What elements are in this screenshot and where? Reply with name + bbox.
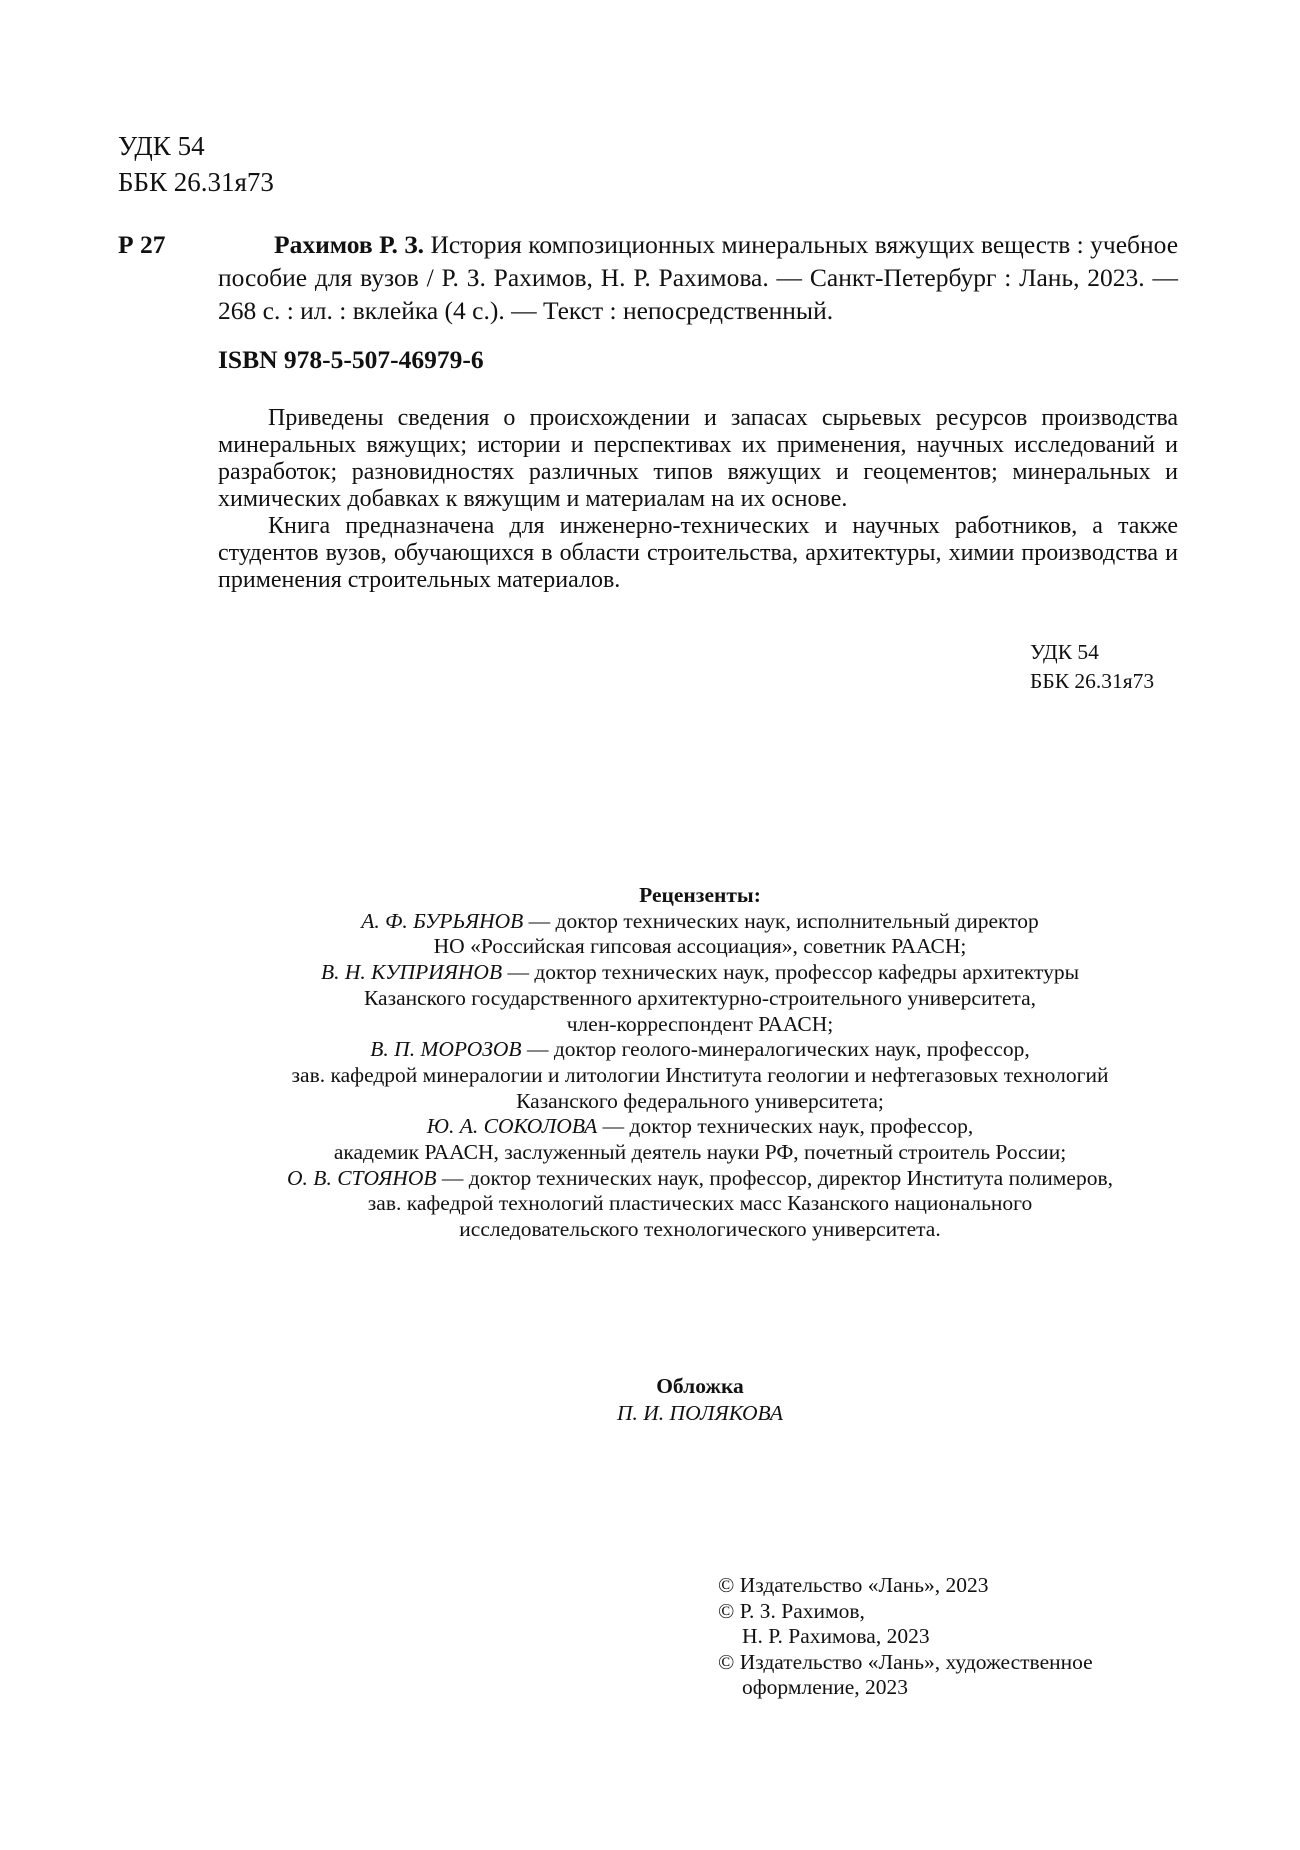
copyright-line: Н. Р. Рахимова, 2023 bbox=[742, 1624, 930, 1648]
reviewer-title: — доктор технических наук, профессор, bbox=[602, 1114, 974, 1139]
copyright-block bbox=[718, 1573, 1093, 1701]
author-mark: Р 27 bbox=[118, 230, 166, 259]
cover-heading: Обложка bbox=[656, 1374, 744, 1398]
reviewers-section bbox=[230, 883, 1170, 1243]
reviewer-line bbox=[230, 1037, 1170, 1063]
reviewer-title: — доктор геолого-минералогических наук, профессор, bbox=[526, 1037, 1030, 1062]
classification-block-top bbox=[118, 128, 274, 200]
reviewer-name: Ю. А. СОКОЛОВА bbox=[426, 1114, 598, 1139]
reviewer-name: В. Н. КУПРИЯНОВ bbox=[320, 960, 503, 985]
reviewer-affiliation: зав. кафедрой технологий пластических масс Казанского национального bbox=[367, 1191, 1033, 1216]
reviewer-affiliation: исследовательского технологического университета. bbox=[459, 1217, 941, 1242]
reviewer-line bbox=[230, 1114, 1170, 1140]
isbn: ISBN 978-5-507-46979-6 bbox=[218, 345, 484, 374]
classification-block-bottom bbox=[1030, 638, 1154, 696]
udk-code: УДК 54 bbox=[1030, 640, 1099, 664]
reviewer-affiliation: зав. кафедрой минералогии и литологии Института геологии и нефтегазовых технологий bbox=[291, 1062, 1109, 1087]
cover-designer: П. И. ПОЛЯКОВА bbox=[616, 1401, 783, 1425]
catalog-entry bbox=[118, 228, 1178, 327]
annotation bbox=[218, 405, 1178, 594]
reviewer-affiliation: академик РААСН, заслуженный деятель науки РФ, почетный строитель России; bbox=[333, 1140, 1067, 1165]
reviewer-affiliation: Казанского государственного архитектурно-строительного университета, bbox=[364, 985, 1036, 1010]
annotation-paragraph: Книга предназначена для инженерно-технических и научных работников, а также студентов вузов, обучающихся в области строительства, архитектуры, химии производства и применения строительных материалов. bbox=[218, 513, 1178, 593]
copyright-line: оформление, 2023 bbox=[742, 1675, 909, 1699]
copyright-line: © Р. З. Рахимов, bbox=[718, 1598, 865, 1623]
reviewer-title: — доктор технических наук, профессор, директор Института полимеров, bbox=[441, 1165, 1113, 1190]
reviewer-affiliation: Казанского федерального университета; bbox=[516, 1088, 884, 1113]
catalog-author: Рахимов Р. З. bbox=[274, 230, 425, 259]
reviewer-line bbox=[230, 1166, 1170, 1192]
catalog-description: История композиционных минеральных вяжущих веществ : учебное пособие для вузов / Р. З. Рахимов, Н. Р. Рахимова. — Санкт-Петербург : Лань, 2023. — 268 с. : ил. : вклейка (4 с.). — Текст : непосредственный. bbox=[218, 230, 1179, 325]
copyright-line: © Издательство «Лань», художественное bbox=[718, 1649, 1093, 1674]
reviewer-title: — доктор технических наук, профессор кафедры архитектуры bbox=[507, 960, 1080, 985]
cover-credit bbox=[230, 1373, 1170, 1427]
bbk-code: ББК 26.31я73 bbox=[1030, 669, 1155, 693]
reviewer-title: — доктор технических наук, исполнительный директор bbox=[528, 908, 1039, 933]
reviewer-affiliation: НО «Российская гипсовая ассоциация», советник РААСН; bbox=[433, 934, 967, 959]
reviewer-affiliation: член-корреспондент РААСН; bbox=[566, 1011, 834, 1036]
bibliographic-description bbox=[218, 228, 1178, 327]
reviewer-line bbox=[230, 909, 1170, 935]
annotation-paragraph: Приведены сведения о происхождении и запасах сырьевых ресурсов производства минеральных вяжущих; истории и перспективах их применения, научных исследований и разработок; разновидностях различных типов вяжущих и геоцементов; минеральных и химических добавках к вяжущим и материалам на их основе. bbox=[218, 405, 1178, 512]
bbk-code: ББК 26.31я73 bbox=[118, 167, 274, 197]
copyright-line: © Издательство «Лань», 2023 bbox=[718, 1573, 989, 1597]
reviewer-name: О. В. СТОЯНОВ bbox=[287, 1165, 437, 1190]
reviewer-name: А. Ф. БУРЬЯНОВ bbox=[361, 908, 524, 933]
reviewer-line bbox=[230, 960, 1170, 986]
udk-code: УДК 54 bbox=[118, 131, 205, 161]
reviewers-heading: Рецензенты: bbox=[639, 883, 761, 907]
reviewer-name: В. П. МОРОЗОВ bbox=[370, 1037, 522, 1062]
